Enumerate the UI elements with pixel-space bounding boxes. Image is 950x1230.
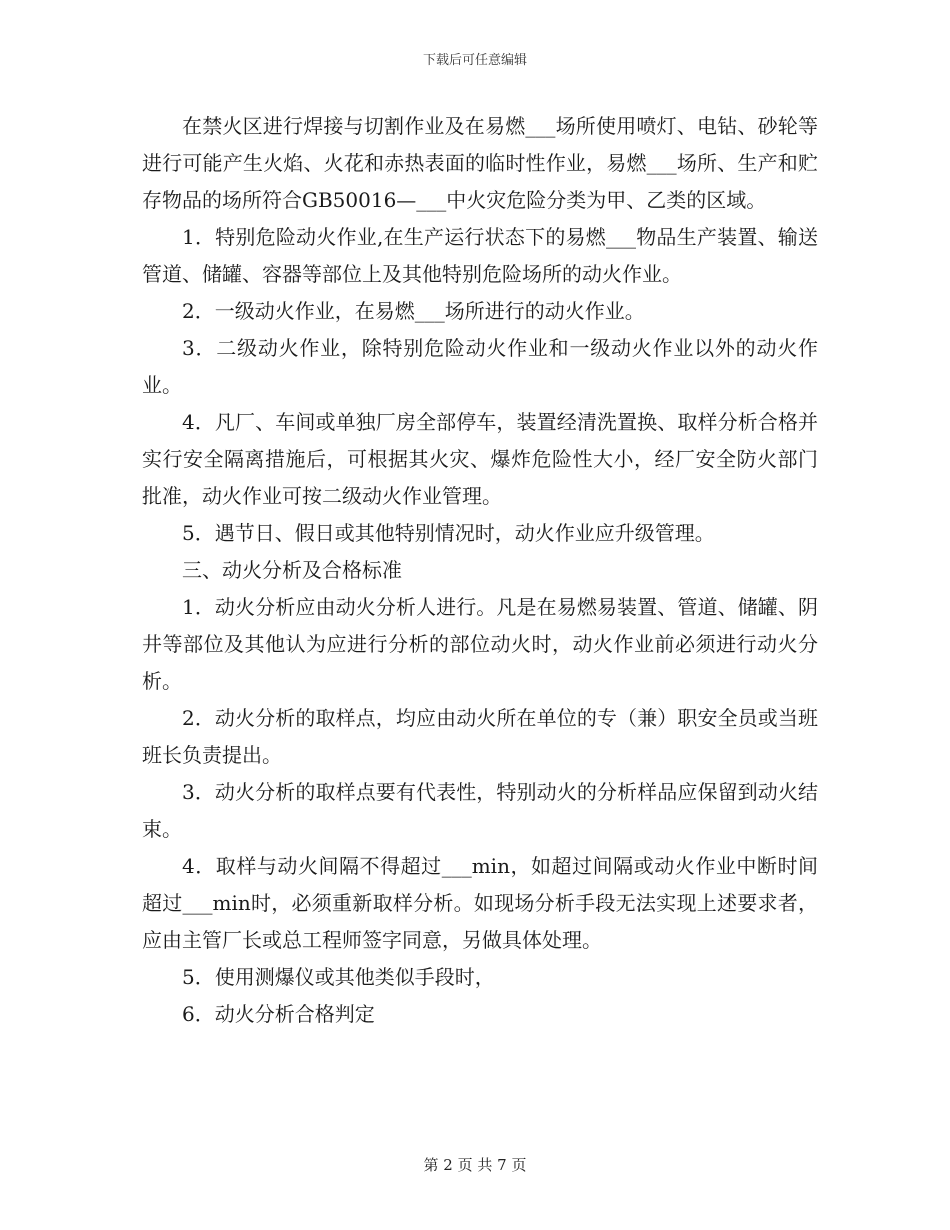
paragraph-special-hot-work: 1．特别危险动火作业,在生产运行状态下的易燃___物品生产装置、输送管道、储罐、容器等部位上及其他特别危险场所的动火作业。 <box>142 225 818 286</box>
paragraph-level-one-hot-work: 2．一级动火作业，在易燃___场所进行的动火作业。 <box>182 299 645 323</box>
paragraph-shutdown-downgrade: 4．凡厂、车间或单独厂房全部停车，装置经清洗置换、取样分析合格并实行安全隔离措施后，可根据其火灾、爆炸危险性大小，经厂安全防火部门批准，动火作业可按二级动火作业管理。 <box>142 410 818 508</box>
paragraph-sample-representative: 3．动火分析的取样点要有代表性，特别动火的分析样品应保留到动火结束。 <box>142 780 818 841</box>
paragraph-holiday-upgrade: 5．遇节日、假日或其他特别情况时，动火作业应升级管理。 <box>182 521 715 545</box>
paragraph-analysis-pass-criteria: 6．动火分析合格判定 <box>182 1002 375 1026</box>
paragraph-sampling-point: 2．动火分析的取样点，均应由动火所在单位的专（兼）职安全员或当班班长负责提出。 <box>142 706 818 767</box>
page-header: 下载后可任意编辑 <box>422 53 527 68</box>
page-number: 第 2 页 共 7 页 <box>423 1156 527 1174</box>
paragraph-analysis-required: 1．动火分析应由动火分析人进行。凡是在易燃易装置、管道、储罐、阴井等部位及其他认为应进行分析的部位动火时，动火作业前必须进行动火分析。 <box>142 595 818 693</box>
document-body <box>142 108 818 1033</box>
section-heading-analysis-standard: 三、动火分析及合格标准 <box>182 558 402 582</box>
paragraph-level-two-hot-work: 3．二级动火作业，除特别危险动火作业和一级动火作业以外的动火作业。 <box>142 336 818 397</box>
paragraph-sampling-interval: 4．取样与动火间隔不得超过___min，如超过间隔或动火作业中断时间超过___min时，必须重新取样分析。如现场分析手段无法实现上述要求者，应由主管厂长或总工程师签字同意，另做具体处理。 <box>142 854 818 952</box>
paragraph-explosimeter: 5．使用测爆仪或其他类似手段时， <box>182 965 495 989</box>
paragraph-scope: 在禁火区进行焊接与切割作业及在易燃___场所使用喷灯、电钻、砂轮等进行可能产生火焰、火花和赤热表面的临时性作业，易燃___场所、生产和贮存物品的场所符合GB50016—___中火灾危险分类为甲、乙类的区域。 <box>142 114 818 212</box>
